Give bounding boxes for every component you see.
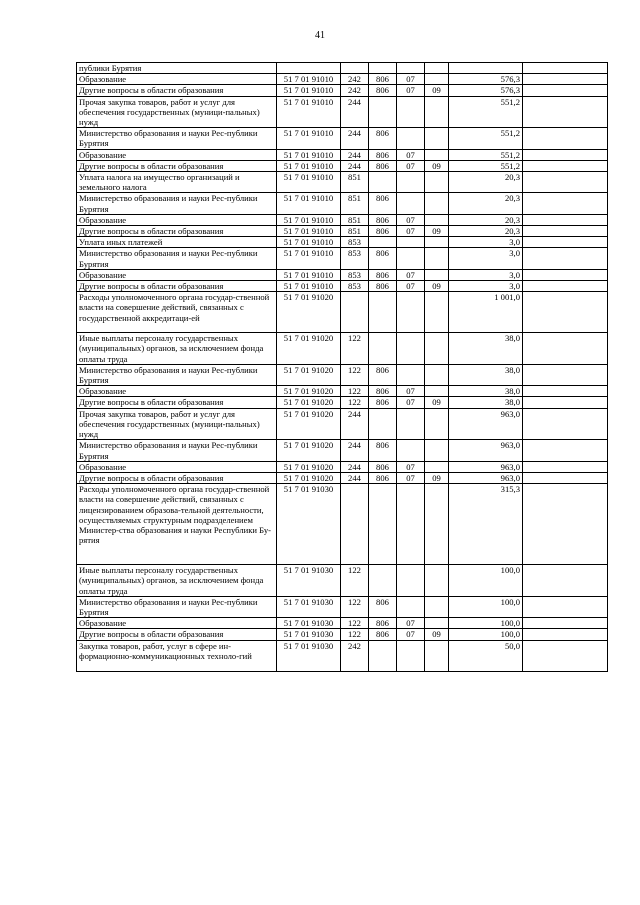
row-name-cell: Другие вопросы в области образования — [77, 629, 277, 640]
row-subsection-cell — [425, 364, 449, 385]
row-name-cell: Образование — [77, 149, 277, 160]
row-name-cell: Другие вопросы в области образования — [77, 281, 277, 292]
table-row — [77, 248, 608, 269]
row-section-cell — [397, 172, 425, 193]
row-target-article-cell: 51 7 01 91030 — [277, 596, 341, 617]
row-amount-cell: 38,0 — [449, 397, 523, 408]
row-amount-cell: 3,0 — [449, 248, 523, 269]
row-expense-type-cell: 244 — [341, 96, 369, 128]
row-subsection-cell: 09 — [425, 397, 449, 408]
row-expense-type-cell: 851 — [341, 226, 369, 237]
table-row — [77, 149, 608, 160]
row-section-cell — [397, 128, 425, 149]
row-expense-type-cell: 122 — [341, 364, 369, 385]
row-amount-cell: 100,0 — [449, 618, 523, 629]
row-subsection-cell — [425, 149, 449, 160]
row-section-cell: 07 — [397, 281, 425, 292]
row-amount-cell: 38,0 — [449, 333, 523, 365]
row-empty-cell — [523, 63, 608, 74]
row-section-cell: 07 — [397, 214, 425, 225]
row-empty-cell — [523, 484, 608, 565]
row-subsection-cell: 09 — [425, 226, 449, 237]
row-subsection-cell — [425, 596, 449, 617]
row-expense-type-cell: 851 — [341, 193, 369, 214]
row-subsection-cell: 09 — [425, 629, 449, 640]
table-row — [77, 618, 608, 629]
row-administrator-cell: 806 — [369, 364, 397, 385]
row-name-cell: Министерство образования и науки Рес-публики Бурятия — [77, 596, 277, 617]
row-name-cell: Образование — [77, 386, 277, 397]
row-amount-cell: 38,0 — [449, 386, 523, 397]
row-name-cell: публики Бурятия — [77, 63, 277, 74]
row-target-article-cell: 51 7 01 91020 — [277, 440, 341, 461]
row-amount-cell: 38,0 — [449, 364, 523, 385]
row-subsection-cell — [425, 172, 449, 193]
row-target-article-cell: 51 7 01 91010 — [277, 193, 341, 214]
row-target-article-cell: 51 7 01 91020 — [277, 397, 341, 408]
table-row — [77, 96, 608, 128]
row-administrator-cell: 806 — [369, 386, 397, 397]
row-empty-cell — [523, 629, 608, 640]
row-empty-cell — [523, 237, 608, 248]
row-amount-cell: 50,0 — [449, 640, 523, 671]
row-empty-cell — [523, 461, 608, 472]
row-target-article-cell: 51 7 01 91010 — [277, 172, 341, 193]
row-section-cell — [397, 248, 425, 269]
row-name-cell: Другие вопросы в области образования — [77, 397, 277, 408]
row-amount-cell: 315,3 — [449, 484, 523, 565]
row-section-cell: 07 — [397, 472, 425, 483]
row-administrator-cell: 806 — [369, 629, 397, 640]
row-name-cell: Уплата налога на имущество организаций и земельного налога — [77, 172, 277, 193]
row-administrator-cell: 806 — [369, 226, 397, 237]
row-expense-type-cell: 244 — [341, 461, 369, 472]
row-subsection-cell: 09 — [425, 160, 449, 171]
row-target-article-cell: 51 7 01 91020 — [277, 364, 341, 385]
table-row — [77, 128, 608, 149]
row-administrator-cell: 806 — [369, 149, 397, 160]
row-section-cell: 07 — [397, 397, 425, 408]
row-section-cell: 07 — [397, 149, 425, 160]
row-expense-type-cell: 242 — [341, 85, 369, 96]
row-section-cell — [397, 640, 425, 671]
row-empty-cell — [523, 74, 608, 85]
row-target-article-cell: 51 7 01 91020 — [277, 461, 341, 472]
row-name-cell: Министерство образования и науки Рес-публики Бурятия — [77, 128, 277, 149]
row-target-article-cell: 51 7 01 91020 — [277, 472, 341, 483]
row-expense-type-cell: 244 — [341, 149, 369, 160]
row-section-cell: 07 — [397, 85, 425, 96]
row-target-article-cell: 51 7 01 91010 — [277, 149, 341, 160]
table-row — [77, 596, 608, 617]
row-subsection-cell — [425, 74, 449, 85]
row-amount-cell: 100,0 — [449, 629, 523, 640]
row-target-article-cell: 51 7 01 91010 — [277, 226, 341, 237]
table-row — [77, 226, 608, 237]
row-expense-type-cell: 244 — [341, 128, 369, 149]
row-empty-cell — [523, 565, 608, 597]
row-amount-cell: 551,2 — [449, 96, 523, 128]
row-subsection-cell — [425, 408, 449, 440]
row-section-cell: 07 — [397, 74, 425, 85]
table-row — [77, 160, 608, 171]
row-expense-type-cell: 244 — [341, 472, 369, 483]
table-row — [77, 565, 608, 597]
row-name-cell: Другие вопросы в области образования — [77, 160, 277, 171]
row-subsection-cell — [425, 193, 449, 214]
row-amount-cell: 963,0 — [449, 408, 523, 440]
row-section-cell: 07 — [397, 629, 425, 640]
row-administrator-cell — [369, 96, 397, 128]
row-amount-cell: 100,0 — [449, 565, 523, 597]
row-expense-type-cell: 242 — [341, 74, 369, 85]
row-name-cell: Расходы уполномоченного органа государ-ственной власти на совершение действий, связанных с государственной аккредитаци-ей — [77, 292, 277, 333]
row-target-article-cell: 51 7 01 91010 — [277, 74, 341, 85]
row-administrator-cell: 806 — [369, 461, 397, 472]
row-section-cell — [397, 237, 425, 248]
row-empty-cell — [523, 193, 608, 214]
row-target-article-cell: 51 7 01 91010 — [277, 237, 341, 248]
row-target-article-cell: 51 7 01 91020 — [277, 292, 341, 333]
row-target-article-cell: 51 7 01 91020 — [277, 333, 341, 365]
row-empty-cell — [523, 596, 608, 617]
row-name-cell: Образование — [77, 269, 277, 280]
row-expense-type-cell — [341, 292, 369, 333]
row-name-cell: Иные выплаты персоналу государственных (муниципальных) органов, за исключением фонда оплаты труда — [77, 333, 277, 365]
row-section-cell: 07 — [397, 226, 425, 237]
row-empty-cell — [523, 618, 608, 629]
row-target-article-cell: 51 7 01 91010 — [277, 214, 341, 225]
row-empty-cell — [523, 128, 608, 149]
row-administrator-cell — [369, 640, 397, 671]
row-name-cell: Министерство образования и науки Рес-публики Бурятия — [77, 193, 277, 214]
row-expense-type-cell: 244 — [341, 160, 369, 171]
row-target-article-cell: 51 7 01 91010 — [277, 128, 341, 149]
row-empty-cell — [523, 440, 608, 461]
row-target-article-cell: 51 7 01 91030 — [277, 618, 341, 629]
row-subsection-cell — [425, 292, 449, 333]
row-amount-cell: 963,0 — [449, 440, 523, 461]
row-name-cell: Другие вопросы в области образования — [77, 226, 277, 237]
row-target-article-cell: 51 7 01 91020 — [277, 408, 341, 440]
row-empty-cell — [523, 281, 608, 292]
row-amount-cell: 551,2 — [449, 149, 523, 160]
table-row — [77, 74, 608, 85]
row-expense-type-cell: 851 — [341, 172, 369, 193]
row-subsection-cell — [425, 618, 449, 629]
table-row — [77, 364, 608, 385]
row-subsection-cell — [425, 63, 449, 74]
row-amount-cell: 576,3 — [449, 85, 523, 96]
row-amount-cell: 100,0 — [449, 596, 523, 617]
table-row — [77, 63, 608, 74]
row-name-cell: Другие вопросы в области образования — [77, 85, 277, 96]
row-target-article-cell: 51 7 01 91010 — [277, 281, 341, 292]
row-name-cell: Министерство образования и науки Рес-публики Бурятия — [77, 364, 277, 385]
row-expense-type-cell: 122 — [341, 333, 369, 365]
page-number: 41 — [315, 30, 325, 41]
row-administrator-cell: 806 — [369, 281, 397, 292]
row-administrator-cell: 806 — [369, 397, 397, 408]
row-empty-cell — [523, 226, 608, 237]
row-amount-cell: 3,0 — [449, 281, 523, 292]
table-row — [77, 172, 608, 193]
row-administrator-cell: 806 — [369, 596, 397, 617]
row-target-article-cell: 51 7 01 91030 — [277, 640, 341, 671]
row-amount-cell: 20,3 — [449, 193, 523, 214]
row-amount-cell: 3,0 — [449, 269, 523, 280]
row-section-cell: 07 — [397, 461, 425, 472]
row-administrator-cell — [369, 484, 397, 565]
row-subsection-cell: 09 — [425, 281, 449, 292]
row-administrator-cell — [369, 292, 397, 333]
row-expense-type-cell: 244 — [341, 408, 369, 440]
row-administrator-cell: 806 — [369, 85, 397, 96]
row-subsection-cell — [425, 248, 449, 269]
row-subsection-cell — [425, 461, 449, 472]
row-target-article-cell: 51 7 01 91010 — [277, 248, 341, 269]
row-expense-type-cell: 122 — [341, 618, 369, 629]
row-amount-cell: 20,3 — [449, 226, 523, 237]
row-administrator-cell: 806 — [369, 248, 397, 269]
table-row — [77, 408, 608, 440]
row-subsection-cell — [425, 440, 449, 461]
row-name-cell: Прочая закупка товаров, работ и услуг для обеспечения государственных (муници-пальных) нужд — [77, 96, 277, 128]
row-target-article-cell: 51 7 01 91010 — [277, 96, 341, 128]
row-administrator-cell: 806 — [369, 128, 397, 149]
budget-table-body — [77, 63, 608, 672]
row-empty-cell — [523, 292, 608, 333]
table-row — [77, 440, 608, 461]
row-section-cell: 07 — [397, 386, 425, 397]
row-section-cell — [397, 484, 425, 565]
row-name-cell: Иные выплаты персоналу государственных (муниципальных) органов, за исключением фонда оплаты труда — [77, 565, 277, 597]
row-administrator-cell: 806 — [369, 214, 397, 225]
row-administrator-cell — [369, 408, 397, 440]
row-subsection-cell — [425, 237, 449, 248]
row-target-article-cell: 51 7 01 91010 — [277, 85, 341, 96]
row-section-cell — [397, 96, 425, 128]
row-name-cell: Уплата иных платежей — [77, 237, 277, 248]
row-expense-type-cell: 122 — [341, 629, 369, 640]
row-subsection-cell — [425, 214, 449, 225]
row-empty-cell — [523, 333, 608, 365]
row-name-cell: Прочая закупка товаров, работ и услуг для обеспечения государственных (муници-пальных) нужд — [77, 408, 277, 440]
row-administrator-cell — [369, 333, 397, 365]
row-administrator-cell: 806 — [369, 472, 397, 483]
row-subsection-cell — [425, 333, 449, 365]
row-administrator-cell: 806 — [369, 193, 397, 214]
row-subsection-cell: 09 — [425, 472, 449, 483]
row-section-cell: 07 — [397, 618, 425, 629]
row-target-article-cell: 51 7 01 91010 — [277, 160, 341, 171]
row-section-cell: 07 — [397, 160, 425, 171]
row-name-cell: Образование — [77, 74, 277, 85]
row-administrator-cell: 806 — [369, 160, 397, 171]
row-name-cell: Расходы уполномоченного органа государ-ственной власти на совершение действий, связанных с лицензированием образова-тельной деятельности, осуществляемых структурным подразделением Министер-ства образования и науки Республики Бу-рятия — [77, 484, 277, 565]
row-subsection-cell — [425, 484, 449, 565]
row-empty-cell — [523, 472, 608, 483]
row-amount-cell: 576,3 — [449, 74, 523, 85]
row-expense-type-cell — [341, 484, 369, 565]
row-administrator-cell — [369, 237, 397, 248]
row-target-article-cell: 51 7 01 91010 — [277, 269, 341, 280]
table-row — [77, 85, 608, 96]
row-expense-type-cell: 244 — [341, 440, 369, 461]
row-administrator-cell: 806 — [369, 269, 397, 280]
table-row — [77, 214, 608, 225]
row-empty-cell — [523, 386, 608, 397]
row-subsection-cell — [425, 386, 449, 397]
row-empty-cell — [523, 248, 608, 269]
table-row — [77, 237, 608, 248]
row-amount-cell: 551,2 — [449, 128, 523, 149]
table-row — [77, 484, 608, 565]
row-administrator-cell: 806 — [369, 74, 397, 85]
table-row — [77, 292, 608, 333]
row-expense-type-cell: 853 — [341, 269, 369, 280]
row-subsection-cell — [425, 128, 449, 149]
row-empty-cell — [523, 85, 608, 96]
row-empty-cell — [523, 96, 608, 128]
row-expense-type-cell: 242 — [341, 640, 369, 671]
budget-table — [76, 62, 608, 672]
row-target-article-cell: 51 7 01 91020 — [277, 386, 341, 397]
row-expense-type-cell: 853 — [341, 281, 369, 292]
row-administrator-cell — [369, 172, 397, 193]
row-expense-type-cell: 122 — [341, 397, 369, 408]
row-target-article-cell: 51 7 01 91030 — [277, 565, 341, 597]
row-target-article-cell: 51 7 01 91030 — [277, 629, 341, 640]
row-section-cell — [397, 440, 425, 461]
row-section-cell — [397, 596, 425, 617]
row-section-cell — [397, 565, 425, 597]
row-section-cell — [397, 292, 425, 333]
row-empty-cell — [523, 364, 608, 385]
row-empty-cell — [523, 640, 608, 671]
table-row — [77, 269, 608, 280]
row-target-article-cell: 51 7 01 91030 — [277, 484, 341, 565]
row-name-cell: Министерство образования и науки Рес-публики Бурятия — [77, 440, 277, 461]
row-subsection-cell — [425, 96, 449, 128]
row-empty-cell — [523, 408, 608, 440]
row-administrator-cell — [369, 565, 397, 597]
table-row — [77, 281, 608, 292]
row-amount-cell: 963,0 — [449, 472, 523, 483]
row-administrator-cell: 806 — [369, 618, 397, 629]
row-amount-cell: 963,0 — [449, 461, 523, 472]
row-name-cell: Другие вопросы в области образования — [77, 472, 277, 483]
row-section-cell — [397, 63, 425, 74]
row-subsection-cell: 09 — [425, 85, 449, 96]
row-empty-cell — [523, 160, 608, 171]
table-row — [77, 472, 608, 483]
row-section-cell: 07 — [397, 269, 425, 280]
table-row — [77, 629, 608, 640]
row-expense-type-cell: 122 — [341, 386, 369, 397]
row-section-cell — [397, 333, 425, 365]
row-expense-type-cell: 853 — [341, 237, 369, 248]
row-name-cell: Министерство образования и науки Рес-публики Бурятия — [77, 248, 277, 269]
row-administrator-cell: 806 — [369, 440, 397, 461]
row-amount-cell: 20,3 — [449, 172, 523, 193]
row-amount-cell: 1 001,0 — [449, 292, 523, 333]
row-section-cell — [397, 408, 425, 440]
row-expense-type-cell — [341, 63, 369, 74]
row-empty-cell — [523, 149, 608, 160]
row-amount-cell — [449, 63, 523, 74]
row-empty-cell — [523, 269, 608, 280]
row-amount-cell: 20,3 — [449, 214, 523, 225]
row-expense-type-cell: 851 — [341, 214, 369, 225]
row-empty-cell — [523, 214, 608, 225]
row-expense-type-cell: 122 — [341, 565, 369, 597]
row-section-cell — [397, 193, 425, 214]
row-name-cell: Образование — [77, 618, 277, 629]
row-name-cell: Закупка товаров, работ, услуг в сфере ин-формационно-коммуникационных техноло-гий — [77, 640, 277, 671]
row-subsection-cell — [425, 269, 449, 280]
row-empty-cell — [523, 172, 608, 193]
row-empty-cell — [523, 397, 608, 408]
row-subsection-cell — [425, 565, 449, 597]
table-row — [77, 193, 608, 214]
row-amount-cell: 3,0 — [449, 237, 523, 248]
row-name-cell: Образование — [77, 214, 277, 225]
row-name-cell: Образование — [77, 461, 277, 472]
table-row — [77, 397, 608, 408]
row-expense-type-cell: 853 — [341, 248, 369, 269]
table-row — [77, 461, 608, 472]
row-administrator-cell — [369, 63, 397, 74]
table-row — [77, 386, 608, 397]
row-expense-type-cell: 122 — [341, 596, 369, 617]
row-section-cell — [397, 364, 425, 385]
row-subsection-cell — [425, 640, 449, 671]
row-amount-cell: 551,2 — [449, 160, 523, 171]
table-row — [77, 333, 608, 365]
row-target-article-cell — [277, 63, 341, 74]
table-row — [77, 640, 608, 671]
